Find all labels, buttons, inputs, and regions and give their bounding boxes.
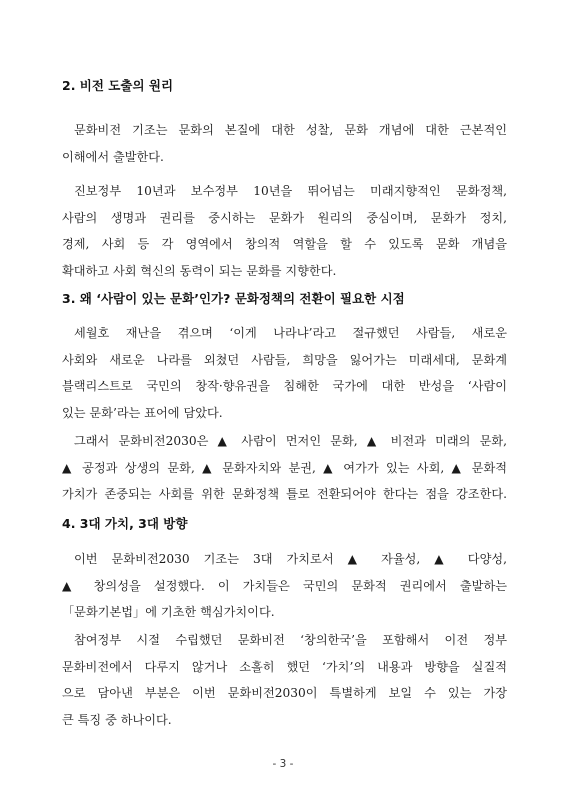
paragraph-3-1 — [62, 320, 507, 426]
page-number: - 3 - — [272, 758, 294, 770]
paragraph-line: ▲ 창의성을 설정했다. 이 가치들은 국민의 문화적 권리에서 출발하는 — [62, 578, 507, 593]
paragraph-2-1 — [62, 117, 507, 170]
section-heading-3: 3. 왜 ‘사람이 있는 문화’인가? 문화정책의 전환이 필요한 시점 — [62, 291, 405, 306]
paragraph-2-2 — [62, 178, 507, 284]
paragraph-line: 이번 문화비전2030 기조는 3대 가치로서 ▲ 자율성, ▲ 다양성, — [74, 552, 507, 566]
paragraph-line: 문화비전에서 다루지 않거나 소홀히 했던 ‘가치’의 내용과 방향을 실질적 — [62, 659, 507, 674]
paragraph-line: 그래서 문화비전2030은 ▲ 사람이 먼저인 문화, ▲ 비전과 미래의 문화, — [74, 434, 507, 448]
paragraph-line: 사람의 생명과 권리를 중시하는 문화가 원리의 중심이며, 문화가 정치, — [62, 210, 507, 225]
paragraph-line: 참여정부 시절 수립했던 문화비전 ‘창의한국’을 포함해서 이전 정부 — [74, 633, 507, 647]
paragraph-line: 진보정부 10년과 보수정부 10년을 뛰어넘는 미래지향적인 문화정책, — [74, 184, 507, 198]
paragraph-4-1 — [62, 546, 507, 626]
paragraph-4-2 — [62, 627, 507, 733]
paragraph-line: 문화비전 기조는 문화의 본질에 대한 성찰, 문화 개념에 대한 근본적인 — [74, 123, 507, 137]
paragraph-line: 으로 담아낸 부분은 이번 문화비전2030이 특별하게 보일 수 있는 가장 — [62, 686, 507, 700]
paragraph-line: 경제, 사회 등 각 영역에서 창의적 역할을 할 수 있도록 문화 개념을 — [62, 237, 507, 251]
paragraph-line: 「문화기본법」에 기초한 핵심가치이다. — [62, 605, 275, 619]
section-heading-2: 2. 비전 도출의 원리 — [62, 78, 174, 93]
paragraph-line: 있는 문화’라는 표어에 담았다. — [62, 405, 223, 420]
paragraph-3-2 — [62, 428, 507, 508]
paragraph-line: 이해에서 출발한다. — [62, 149, 164, 164]
paragraph-line: 확대하고 사회 혁신의 동력이 되는 문화를 지향한다. — [62, 263, 337, 278]
paragraph-line: 큰 특징 중 하나이다. — [62, 712, 172, 727]
paragraph-line: ▲ 공정과 상생의 문화, ▲ 문화자치와 분권, ▲ 여가가 있는 사회, ▲ 문화적 — [62, 460, 507, 475]
section-heading-4: 4. 3대 가치, 3대 방향 — [62, 516, 188, 531]
paragraph-line: 사회와 새로운 나라를 외쳤던 사람들, 희망을 잃어가는 미래세대, 문화계 — [62, 352, 507, 367]
paragraph-line: 가치가 존중되는 사회를 위한 문화정책 틀로 전환되어야 한다는 점을 강조한다. — [62, 487, 507, 501]
paragraph-line: 세월호 재난을 겪으며 ‘이게 나라냐’라고 절규했던 사람들, 새로운 — [74, 326, 507, 340]
paragraph-line: 블랙리스트로 국민의 창작·향유권을 침해한 국가에 대한 반성을 ‘사람이 — [62, 379, 507, 393]
